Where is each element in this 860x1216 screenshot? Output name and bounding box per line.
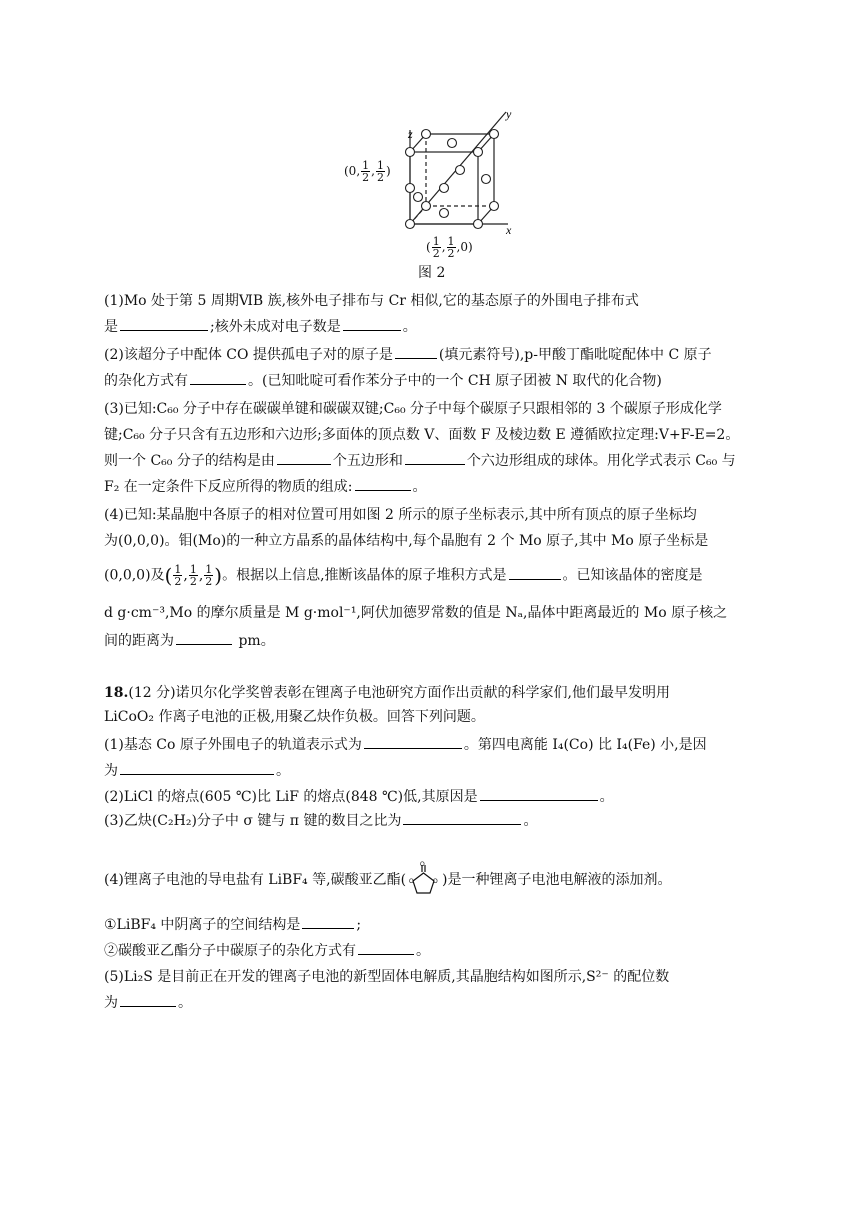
- frac-den: 2: [189, 575, 197, 588]
- text: 是: [104, 319, 118, 335]
- text: 。根据以上信息,推断该晶体的原子堆积方式是: [222, 567, 507, 584]
- text: (2)LiCl 的熔点(605 ℃)比 LiF 的熔点(848 ℃)低,其原因是: [104, 789, 478, 805]
- frac-num: 1: [205, 563, 213, 576]
- frac-den: 2: [362, 171, 370, 184]
- q17-p3-line-a: (3)已知:C₆₀ 分子中存在碳碳单键和碳碳双键;C₆₀ 分子中每个碳原子只跟相邻的 3 个碳原子形成化学: [104, 401, 722, 417]
- text: )是一种锂离子电池电解液的添加剂。: [442, 872, 672, 888]
- text: ②碳酸亚乙酯分子中碳原子的杂化方式有: [104, 943, 356, 959]
- svg-text:O: O: [409, 879, 414, 885]
- frac-num: 1: [432, 235, 440, 248]
- coord-left-prefix: (0,: [344, 164, 361, 178]
- answer-blank[interactable]: [343, 316, 401, 331]
- text: (2)该超分子中配体 CO 提供孤电子对的原子是: [104, 347, 393, 363]
- text: 则一个 C₆₀ 分子的结构是由: [104, 453, 275, 469]
- q17-p3-line-d: [104, 476, 774, 498]
- coord-left-label: (0, $\frac{1}{2}$ , $\frac{1}{2}$ ): [344, 159, 391, 184]
- text: (12 分)诺贝尔化学奖曾表彰在锂离子电池研究方面作出贡献的科学家们,他们最早发明用: [128, 685, 670, 701]
- text: 。: [599, 789, 614, 805]
- text: (1)基态 Co 原子外围电子的轨道表示式为: [104, 737, 362, 753]
- fraction-half: [447, 236, 456, 259]
- q17-p4-line-e: [104, 630, 774, 652]
- answer-blank[interactable]: [364, 734, 462, 749]
- bracket: ): [214, 563, 223, 588]
- z-axis-label: z: [408, 127, 413, 141]
- text: ;核外未成对电子数是: [210, 319, 341, 335]
- fraction-half: [361, 160, 370, 183]
- bracket: (: [164, 563, 173, 588]
- frac-den: 2: [432, 247, 440, 260]
- svg-text:O: O: [420, 862, 425, 868]
- frac-den: 2: [447, 247, 455, 260]
- answer-blank[interactable]: [120, 316, 208, 331]
- frac-num: 1: [174, 563, 182, 576]
- q18-p5-line-a: (5)Li₂S 是目前正在开发的锂离子电池的新型固体电解质,其晶胞结构如图所示,S²⁻ 的配位数: [104, 969, 670, 985]
- text: 。: [276, 763, 290, 779]
- coord-bottom-prefix: (: [426, 240, 431, 254]
- coord-left-suffix: ): [385, 164, 391, 178]
- q17-p3-line-c: [104, 450, 774, 472]
- text: 个六边形组成的球体。用化学式表示 C₆₀ 与: [466, 453, 736, 469]
- fraction-half: [204, 564, 213, 587]
- text: (0,0,0)及: [104, 567, 165, 584]
- q18-p4-line: [104, 860, 774, 900]
- frac-den: 2: [174, 575, 182, 588]
- frac-den: 2: [376, 171, 384, 184]
- q17-p1-line-a: (1)Mo 处于第 5 周期ⅥB 族,核外电子排布与 Cr 相似,它的基态原子的外围电子排布式: [104, 293, 639, 309]
- text: (填元素符号),p-甲酸丁酯吡啶配体中 C 原子: [438, 347, 712, 363]
- frac-num: 1: [376, 159, 384, 172]
- fraction-half: [432, 236, 441, 259]
- q17-p1-line-b: [104, 316, 774, 338]
- frac-num: 1: [447, 235, 455, 248]
- frac-num: 1: [362, 159, 370, 172]
- answer-blank[interactable]: [358, 940, 414, 955]
- q17-p4-line-d: d g·cm⁻³,Mo 的摩尔质量是 M g·mol⁻¹,阿伏加德罗常数的值是 Nₐ,晶体中距离最近的 Mo 原子核之: [104, 605, 728, 621]
- answer-blank[interactable]: [403, 810, 521, 825]
- text: 为: [104, 995, 118, 1011]
- text: 为: [104, 763, 118, 779]
- text: pm。: [234, 633, 275, 649]
- coord-bottom-suffix: ,0): [456, 240, 473, 254]
- text: 。: [402, 319, 417, 335]
- answer-blank[interactable]: [480, 786, 598, 801]
- answer-blank[interactable]: [509, 565, 561, 580]
- text: 。: [412, 479, 427, 495]
- answer-blank[interactable]: [120, 992, 176, 1007]
- text: 的杂化方式有: [104, 373, 188, 389]
- text: (4)锂离子电池的导电盐有 LiBF₄ 等,碳酸亚乙酯(: [104, 872, 407, 888]
- fraction-half: [376, 160, 385, 183]
- ethylene-carbonate-structure: [406, 861, 442, 899]
- q17-p3-line-b: 键;C₆₀ 分子只含有五边形和六边形;多面体的顶点数 V、面数 F 及棱边数 E 遵循欧拉定理:V+F-E=2。: [104, 427, 740, 443]
- q18-p1-line-a: [104, 734, 774, 756]
- text: 。: [178, 995, 192, 1011]
- fraction-half: [173, 564, 182, 587]
- frac-num: 1: [189, 563, 197, 576]
- text: (3)乙炔(C₂H₂)分子中 σ 键与 π 键的数目之比为: [104, 813, 402, 829]
- svg-text:O: O: [433, 879, 438, 885]
- figure-caption: 图 2: [418, 265, 446, 281]
- answer-blank[interactable]: [395, 344, 437, 359]
- q17-p4-line-b: 为(0,0,0)。钼(Mo)的一种立方晶系的晶体结构中,每个晶胞有 2 个 Mo 原子,其中 Mo 原子坐标是: [104, 533, 709, 549]
- text: ;: [356, 917, 362, 933]
- y-axis-label: y: [506, 107, 512, 121]
- coord-bottom-label: ( $\frac{1}{2}$ , $\frac{1}{2}$ ,0): [426, 235, 473, 260]
- answer-blank[interactable]: [190, 370, 246, 385]
- fraction-half: [189, 564, 198, 587]
- answer-blank[interactable]: [405, 450, 465, 465]
- text: F₂ 在一定条件下反应所得的物质的组成:: [104, 479, 353, 495]
- text: 。(已知吡啶可看作苯分子中的一个 CH 原子团被 N 取代的化合物): [248, 373, 662, 389]
- question-number: 18.: [104, 685, 129, 701]
- q18-p2-line: [104, 786, 774, 808]
- q17-p4-line-a: (4)已知:某晶胞中各原子的相对位置可用如图 2 所示的原子坐标表示,其中所有顶点的原子坐标均: [104, 507, 697, 523]
- text: 个五边形和: [332, 453, 403, 469]
- answer-blank[interactable]: [277, 450, 331, 465]
- text: 。: [523, 813, 538, 829]
- answer-blank[interactable]: [355, 476, 411, 491]
- text: ①LiBF₄ 中阴离子的空间结构是: [104, 917, 301, 933]
- q18-head-line-a: [104, 682, 774, 704]
- text: 。已知该晶体的密度是: [562, 567, 703, 584]
- text: 。第四电离能 I₄(Co) 比 I₄(Fe) 小,是因: [463, 737, 707, 753]
- q18-p5-line-b: [104, 992, 774, 1014]
- q18-head-line-b: LiCoO₂ 作离子电池的正极,用聚乙炔作负极。回答下列问题。: [104, 709, 485, 725]
- x-axis-label: x: [506, 223, 512, 237]
- q18-p1-line-b: [104, 760, 774, 782]
- q17-p2-line-b: [104, 370, 774, 392]
- answer-blank[interactable]: [302, 914, 354, 929]
- text: 。: [416, 943, 430, 959]
- q18-p4-ii-line: [104, 940, 774, 962]
- q18-p4-i-line: [104, 914, 774, 936]
- answer-blank[interactable]: [120, 760, 274, 775]
- q17-p4-line-c: (0,0,0)及( $\frac{1}{2}$ , $\frac{1}{2}$ , $\frac{1}{2}$ )。根据以上信息,推断该晶体的原子堆积方式是 。已知该晶体的密度是: [104, 563, 703, 588]
- answer-blank[interactable]: [176, 630, 232, 645]
- frac-den: 2: [205, 575, 213, 588]
- q17-p2-line-a: [104, 344, 774, 366]
- text: 间的距离为: [104, 633, 174, 649]
- q18-p3-line: [104, 810, 774, 832]
